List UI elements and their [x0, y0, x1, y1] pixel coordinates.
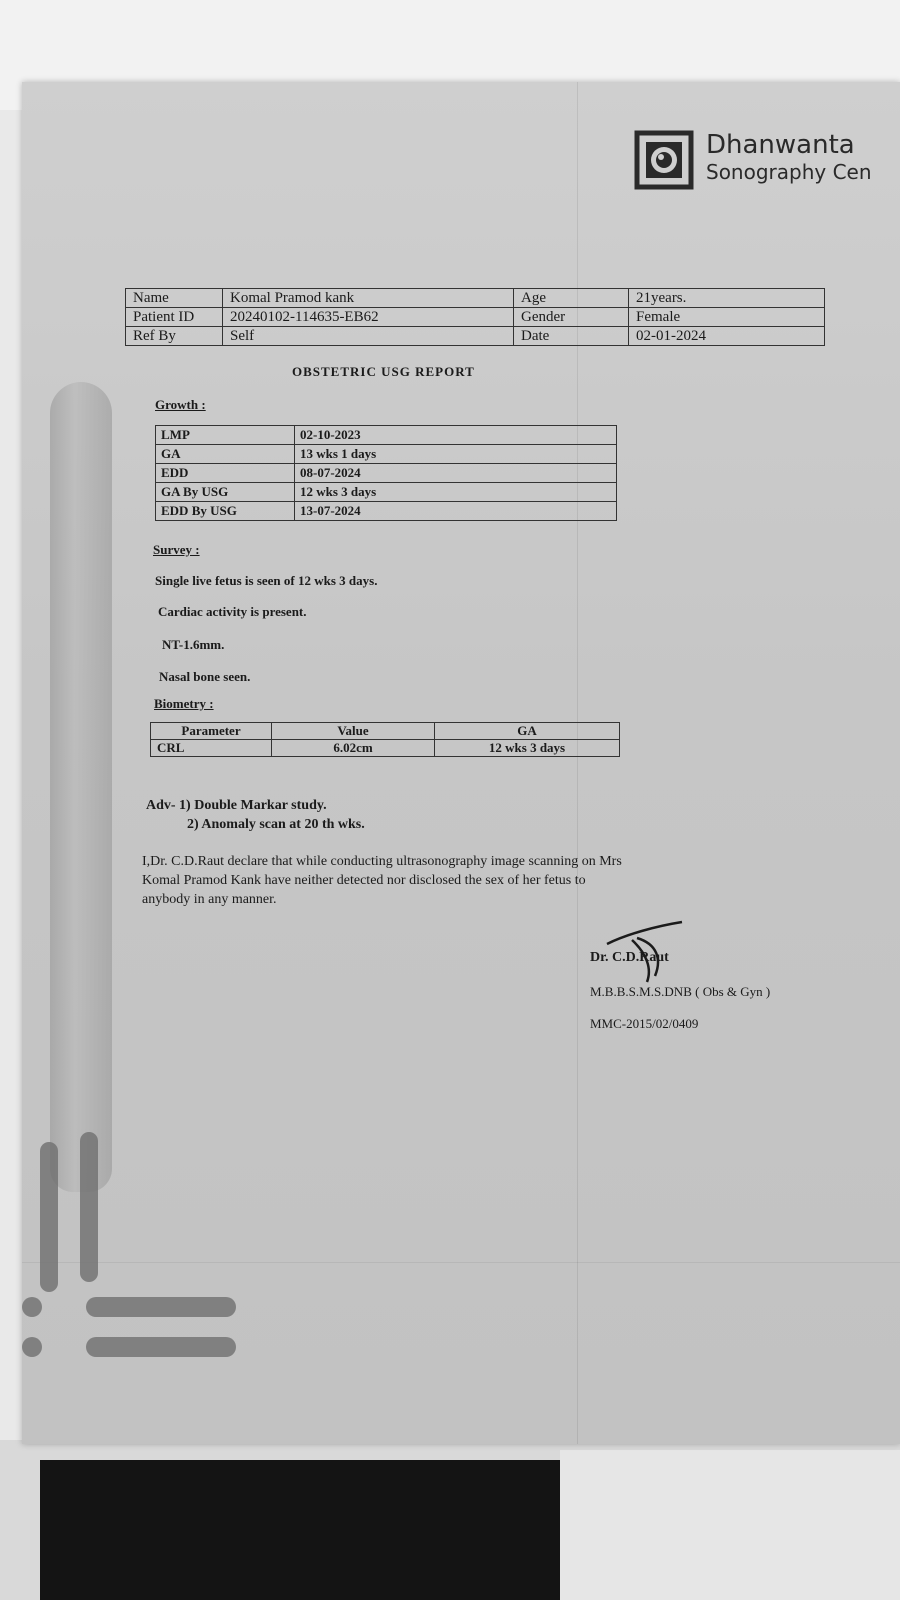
- declaration-text: I,Dr. C.D.Raut declare that while conducting ultrasonography image scanning on Mrs Komal Pramod Kank have neither detected nor disclosed the sex of her fetus to anybody in any manner.: [142, 854, 622, 907]
- table-row: [126, 327, 825, 346]
- column-header: Value: [272, 723, 435, 740]
- doctor-qualification: M.B.B.S.M.S.DNB ( Obs & Gyn ): [590, 984, 771, 999]
- advice-line: 2) Anomaly scan at 20 th wks.: [187, 817, 365, 832]
- advice-line: Adv- 1) Double Markar study.: [146, 798, 327, 813]
- table-row: [156, 502, 617, 521]
- table-row: [156, 445, 617, 464]
- growth-label: LMP: [156, 426, 295, 445]
- survey-heading: Survey :: [153, 542, 200, 557]
- patient-id: 20240102-114635-EB62: [223, 308, 514, 327]
- growth-value: 08-07-2024: [295, 464, 617, 483]
- growth-label: GA: [156, 445, 295, 464]
- survey-line: Cardiac activity is present.: [158, 604, 307, 619]
- biometry-heading: Biometry :: [154, 696, 214, 711]
- watermark-bar: [80, 1132, 98, 1282]
- doctor-name: Dr. C.D.Raut: [590, 950, 669, 965]
- table-row: [151, 740, 620, 757]
- growth-value: 13 wks 1 days: [295, 445, 617, 464]
- growth-heading: Growth :: [155, 397, 206, 412]
- gender-label: Gender: [514, 308, 629, 327]
- table-row: [156, 483, 617, 502]
- growth-value: 13-07-2024: [295, 502, 617, 521]
- table-row: [126, 308, 825, 327]
- clinic-name: Dhanwanta: [706, 130, 855, 160]
- biometry-value: 6.02cm: [272, 740, 435, 757]
- fold-line: [22, 1262, 900, 1263]
- patient-gender: Female: [629, 308, 825, 327]
- watermark-bar: [40, 1142, 58, 1292]
- growth-value: 12 wks 3 days: [295, 483, 617, 502]
- biometry-ga: 12 wks 3 days: [435, 740, 620, 757]
- date-label: Date: [514, 327, 629, 346]
- table-row: [151, 723, 620, 740]
- patient-info-table: [125, 288, 825, 346]
- clinic-logo: [634, 130, 872, 190]
- background-light-surface: [560, 1450, 900, 1600]
- patient-name: Komal Pramod kank: [223, 289, 514, 308]
- table-row: [156, 426, 617, 445]
- survey-line: Single live fetus is seen of 12 wks 3 days.: [155, 573, 378, 588]
- growth-label: GA By USG: [156, 483, 295, 502]
- growth-label: EDD: [156, 464, 295, 483]
- age-label: Age: [514, 289, 629, 308]
- column-header: Parameter: [151, 723, 272, 740]
- biometry-table: [150, 722, 620, 757]
- ref-by-label: Ref By: [126, 327, 223, 346]
- doctor-signature-block: [590, 950, 770, 1032]
- watermark-bar: [22, 1297, 42, 1317]
- survey-line: Nasal bone seen.: [159, 669, 251, 684]
- biometry-parameter: CRL: [151, 740, 272, 757]
- report-date: 02-01-2024: [629, 327, 825, 346]
- growth-value: 02-10-2023: [295, 426, 617, 445]
- doctor-registration: MMC-2015/02/0409: [590, 1016, 699, 1031]
- fold-line: [577, 82, 578, 1444]
- column-header: GA: [435, 723, 620, 740]
- report-page: [22, 82, 900, 1444]
- clinic-subtitle: Sonography Cen: [706, 160, 872, 184]
- watermark-bar: [86, 1297, 236, 1317]
- patient-age: 21years.: [629, 289, 825, 308]
- name-label: Name: [126, 289, 223, 308]
- patient-id-label: Patient ID: [126, 308, 223, 327]
- growth-label: EDD By USG: [156, 502, 295, 521]
- watermark-shape: [50, 382, 112, 1192]
- background-dark-surface: [40, 1460, 560, 1600]
- watermark-bar: [22, 1337, 42, 1357]
- table-row: [126, 289, 825, 308]
- watermark-bar: [86, 1337, 236, 1357]
- clinic-logo-icon: [634, 130, 694, 190]
- table-row: [156, 464, 617, 483]
- ref-by: Self: [223, 327, 514, 346]
- growth-table: [155, 425, 617, 521]
- report-title: OBSTETRIC USG REPORT: [292, 364, 475, 379]
- survey-line: NT-1.6mm.: [162, 637, 225, 652]
